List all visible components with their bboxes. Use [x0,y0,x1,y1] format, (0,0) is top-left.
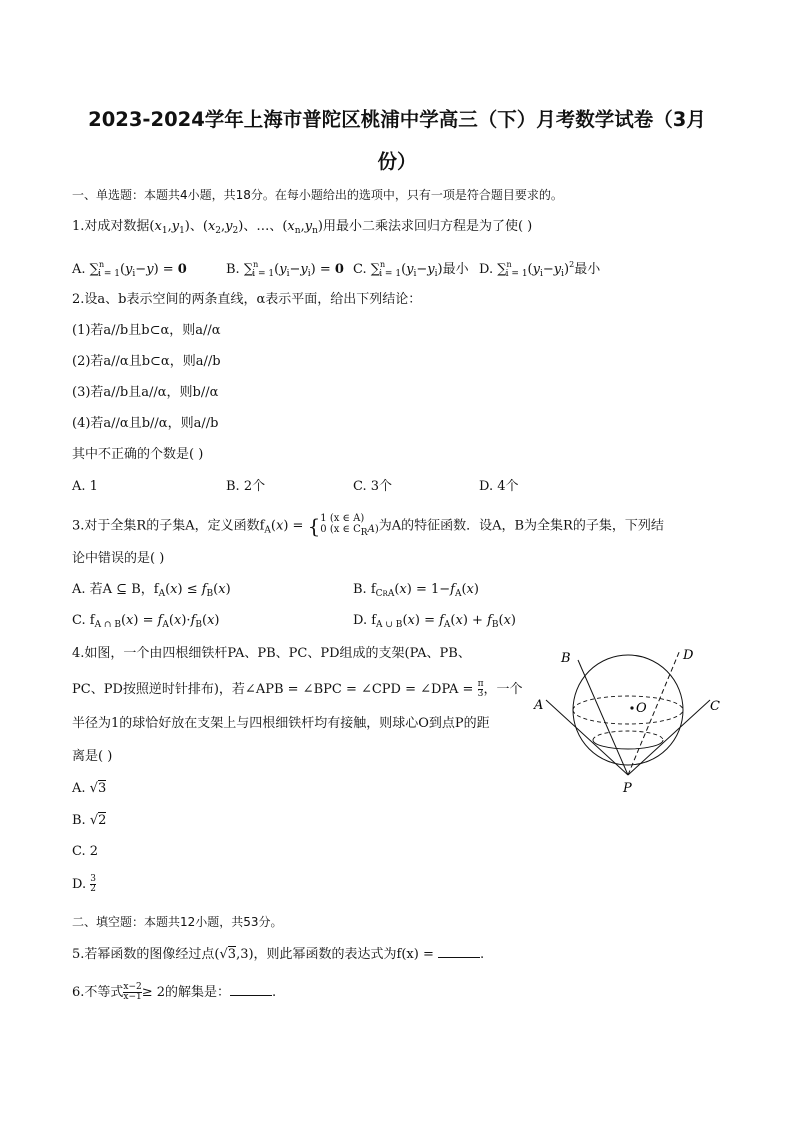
question-3-option-b[interactable]: B. $f_{CRA}(x) = 1-f_A(x)$ [353,582,479,599]
question-1-option-d[interactable]: D. $\sum^n_{i = 1}(y_i-y_i)^2$最小 [479,260,601,279]
question-1-option-a[interactable]: A. $\sum^n_{i = 1}(y_i-y) = 0$ [72,260,187,279]
question-2-option-d[interactable]: D. 4个 [479,479,519,494]
question-3-stem: 3.对于全集R的子集A，定义函数$f_A(x)$ = { 1 (x ∈ A) 0 (x ∈ CRA) 为A的特征函数．设A，B为全集R的子集，下列结 [72,513,664,538]
section-heading-fill-in: 二、填空题：本题共12小题，共53分。 [72,915,283,929]
sphere-outline [573,655,683,765]
label-c: C [710,699,720,714]
question-1-option-c[interactable]: C. $\sum^n_{i = 1}(y_i-y_i)$最小 [353,260,469,279]
question-4-line-3: 半径为1的球恰好放在支架上与四根细铁杆均有接触，则球心O到点P的距 [72,716,490,731]
label-p: P [623,781,632,796]
question-5-answer-blank[interactable] [438,945,480,958]
equator-back [573,696,683,710]
lower-ellipse-back [593,731,663,740]
question-3-option-c[interactable]: C. $f_{A \cap B}(x) = f_A(x)\cdot f_B(x)$ [72,613,220,630]
question-2-item-4: (4)若a//α且b//α，则a//b [72,416,219,431]
question-2-option-c[interactable]: C. 3个 [353,479,393,494]
equator-front [573,710,683,724]
question-2-item-2: (2)若a//α且b⊂α，则a//b [72,354,221,369]
question-4-figure [528,640,728,800]
question-3-stem-cont: 论中错误的是( ) [72,551,165,566]
label-a: A [534,698,544,713]
question-2-stem: 2.设a、b表示空间的两条直线，α表示平面，给出下列结论： [72,292,422,307]
question-1-option-b[interactable]: B. $\sum^n_{i = 1}(y_i-y_i) = 0$ [226,260,344,279]
question-2-ask: 其中不正确的个数是( ) [72,447,204,462]
center-point [630,706,633,709]
question-4-option-a[interactable]: A. √3 [72,781,107,796]
label-b: B [561,651,571,666]
label-d: D [683,648,694,663]
question-4-option-d[interactable]: D. $\frac{3}{2}$ [72,874,96,894]
question-5: 5.若幂函数的图像经过点(√3,3)，则此幂函数的表达式为f(x) = . [72,947,485,962]
question-2-option-b[interactable]: B. 2个 [226,479,266,494]
question-4-line-2: PC、PD按照逆时针排布)，若∠APB = ∠BPC = ∠CPD = ∠DPA = $\frac{\pi}{3}$ ，一个 [72,679,523,699]
question-4-option-b[interactable]: B. √2 [72,813,107,828]
question-4-line-1: 4.如图，一个由四根细铁杆PA、PB、PC、PD组成的支架(PA、PB、 [72,646,471,661]
question-6-answer-blank[interactable] [230,983,272,996]
question-6: 6.不等式 $\frac{x-2}{x-1}$ ≥ 2的解集是： . [72,982,277,1002]
page-title: 2023-2024学年上海市普陀区桃浦中学高三（下）月考数学试卷（3月 [88,108,706,131]
question-4-option-c[interactable]: C. 2 [72,844,99,859]
page-title-cont: 份） [377,150,417,173]
question-3-option-d[interactable]: D. $f_{A \cup B}(x) = f_A(x) + f_B(x)$ [353,613,516,630]
question-2-option-a[interactable]: A. 1 [72,479,98,494]
question-2-item-1: (1)若a//b且b⊂α，则a//α [72,323,221,338]
section-heading-single-choice: 一、单选题：本题共4小题，共18分。在每小题给出的选项中，只有一项是符合题目要求的。 [72,188,563,202]
rod-pa [546,700,628,775]
question-1-stem: 1.对成对数据$(x_1,y_1)$、$(x_2,y_2)$、…、$(x_n,y_n)$用最小二乘法求回归方程是为了使( ) [72,219,533,236]
lower-ellipse-front [593,740,663,749]
label-o: O [636,701,647,716]
question-2-item-3: (3)若a//b且a//α，则b//α [72,385,219,400]
question-4-line-4: 离是( ) [72,749,113,764]
rod-pb [578,660,628,775]
question-3-option-a[interactable]: A. 若A ⊆ B，$f_A(x) \le f_B(x)$ [72,582,231,599]
